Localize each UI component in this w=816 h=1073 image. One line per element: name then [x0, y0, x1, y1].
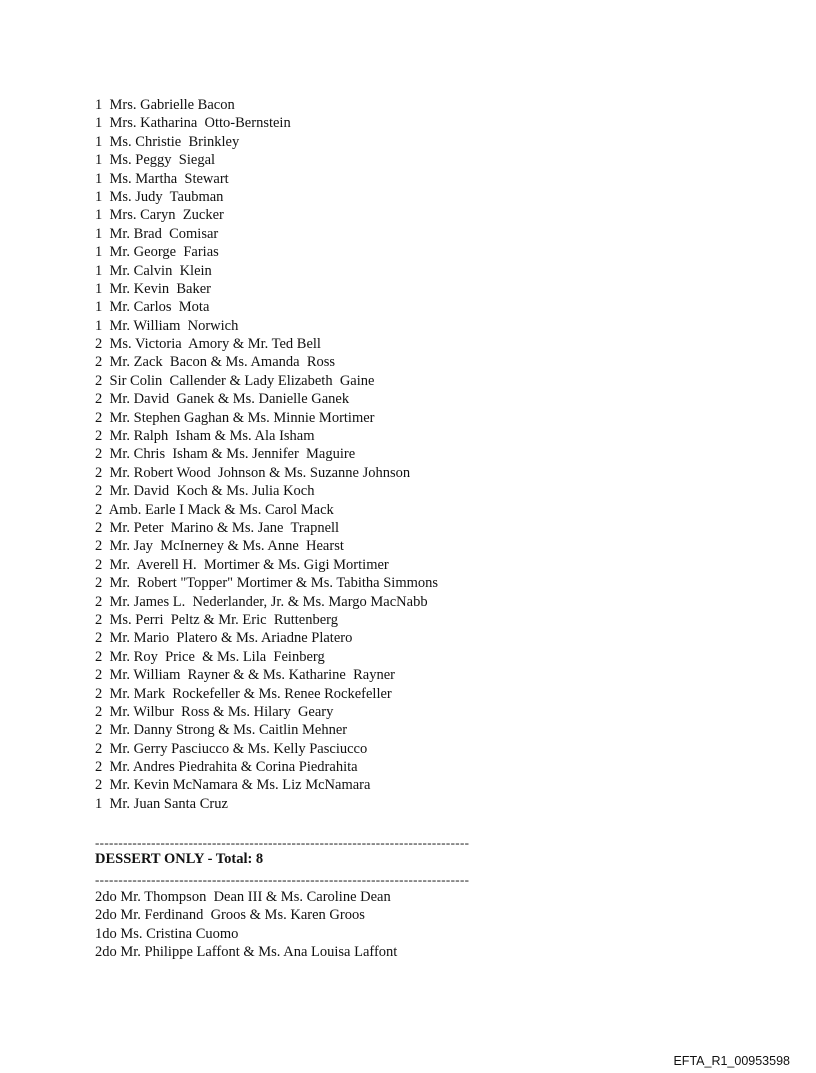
guest-line: 2 Mr. Peter Marino & Ms. Jane Trapnell	[95, 519, 340, 536]
section-divider-bottom: --------------------------------------------------------------------------------	[95, 873, 470, 887]
guest-line: 1 Mrs. Katharina Otto-Bernstein	[95, 115, 291, 132]
guest-line: 2 Mr. Andres Piedrahita & Corina Piedrahita	[95, 759, 358, 776]
guest-line: 1 Ms. Peggy Siegal	[95, 152, 216, 169]
dessert-guest-line: 2do Mr. Thompson Dean III & Ms. Caroline Dean	[95, 889, 391, 905]
document-id-stamp: EFTA_R1_00953598	[673, 1054, 790, 1068]
guest-line: 2 Mr. David Ganek & Ms. Danielle Ganek	[95, 391, 350, 408]
guest-line: 2 Mr. Roy Price & Ms. Lila Feinberg	[95, 648, 325, 665]
guest-line: 1 Mr. Kevin Baker	[95, 280, 211, 297]
guest-line: 2 Sir Colin Callender & Lady Elizabeth Gaine	[95, 372, 375, 389]
guest-line: 2 Mr. Mark Rockefeller & Ms. Renee Rockefeller	[95, 685, 392, 702]
guest-line: 2 Mr. Zack Bacon & Ms. Amanda Ross	[95, 354, 336, 371]
guest-line: 2 Mr. Ralph Isham & Ms. Ala Isham	[95, 428, 315, 445]
guest-line: 1 Mrs. Caryn Zucker	[95, 207, 224, 224]
guest-line: 2 Mr. David Koch & Ms. Julia Koch	[95, 483, 315, 500]
guest-line: 2 Mr. James L. Nederlander, Jr. & Ms. Margo MacNabb	[95, 593, 428, 610]
guest-line: 2 Mr. Mario Platero & Ms. Ariadne Platero	[95, 630, 353, 647]
guest-line: 2 Ms. Perri Peltz & Mr. Eric Ruttenberg	[95, 611, 338, 628]
guest-line: 1 Ms. Judy Taubman	[95, 188, 224, 205]
guest-line: 1 Mr. George Farias	[95, 244, 219, 261]
guest-line: 1 Ms. Martha Stewart	[95, 170, 229, 187]
guest-line: 1 Mr. Carlos Mota	[95, 299, 210, 316]
guest-line: 1 Mr. Calvin Klein	[95, 262, 212, 279]
guest-line: 1 Mrs. Gabrielle Bacon	[95, 97, 235, 113]
guest-line: 2 Mr. Wilbur Ross & Ms. Hilary Geary	[95, 703, 334, 720]
guest-line: 2 Mr. Jay McInerney & Ms. Anne Hearst	[95, 538, 344, 555]
guest-line: 2 Mr. Robert Wood Johnson & Ms. Suzanne Johnson	[95, 464, 411, 481]
guest-line: 2 Mr. Danny Strong & Ms. Caitlin Mehner	[95, 722, 348, 739]
guest-line: 1 Ms. Christie Brinkley	[95, 133, 240, 150]
guest-line: 2 Ms. Victoria Amory & Mr. Ted Bell	[95, 336, 321, 353]
guest-line: 2 Mr. Stephen Gaghan & Ms. Minnie Mortimer	[95, 409, 375, 426]
guest-line: 2 Amb. Earle I Mack & Ms. Carol Mack	[95, 501, 334, 518]
dessert-guest-line: 2do Mr. Ferdinand Groos & Ms. Karen Groos	[95, 907, 365, 924]
dessert-guest-line: 1do Ms. Cristina Cuomo	[95, 925, 239, 942]
section-divider-top: --------------------------------------------------------------------------------	[95, 836, 470, 850]
dessert-guest-list	[95, 888, 615, 962]
guest-list	[95, 96, 615, 813]
guest-line: 1 Mr. William Norwich	[95, 317, 239, 334]
dessert-section-heading: DESSERT ONLY - Total: 8	[95, 851, 264, 867]
guest-line: 1 Mr. Juan Santa Cruz	[95, 795, 228, 812]
guest-line: 2 Mr. Robert "Topper" Mortimer & Ms. Tabitha Simmons	[95, 575, 439, 592]
guest-line: 2 Mr. William Rayner & & Ms. Katharine Rayner	[95, 667, 395, 684]
dessert-guest-line: 2do Mr. Philippe Laffont & Ms. Ana Louisa Laffont	[95, 944, 398, 961]
guest-line: 2 Mr. Chris Isham & Ms. Jennifer Maguire	[95, 446, 356, 463]
guest-line: 1 Mr. Brad Comisar	[95, 225, 219, 242]
guest-line: 2 Mr. Kevin McNamara & Ms. Liz McNamara	[95, 777, 371, 794]
guest-line: 2 Mr. Averell H. Mortimer & Ms. Gigi Mortimer	[95, 556, 389, 573]
guest-line: 2 Mr. Gerry Pasciucco & Ms. Kelly Pasciucco	[95, 740, 368, 757]
